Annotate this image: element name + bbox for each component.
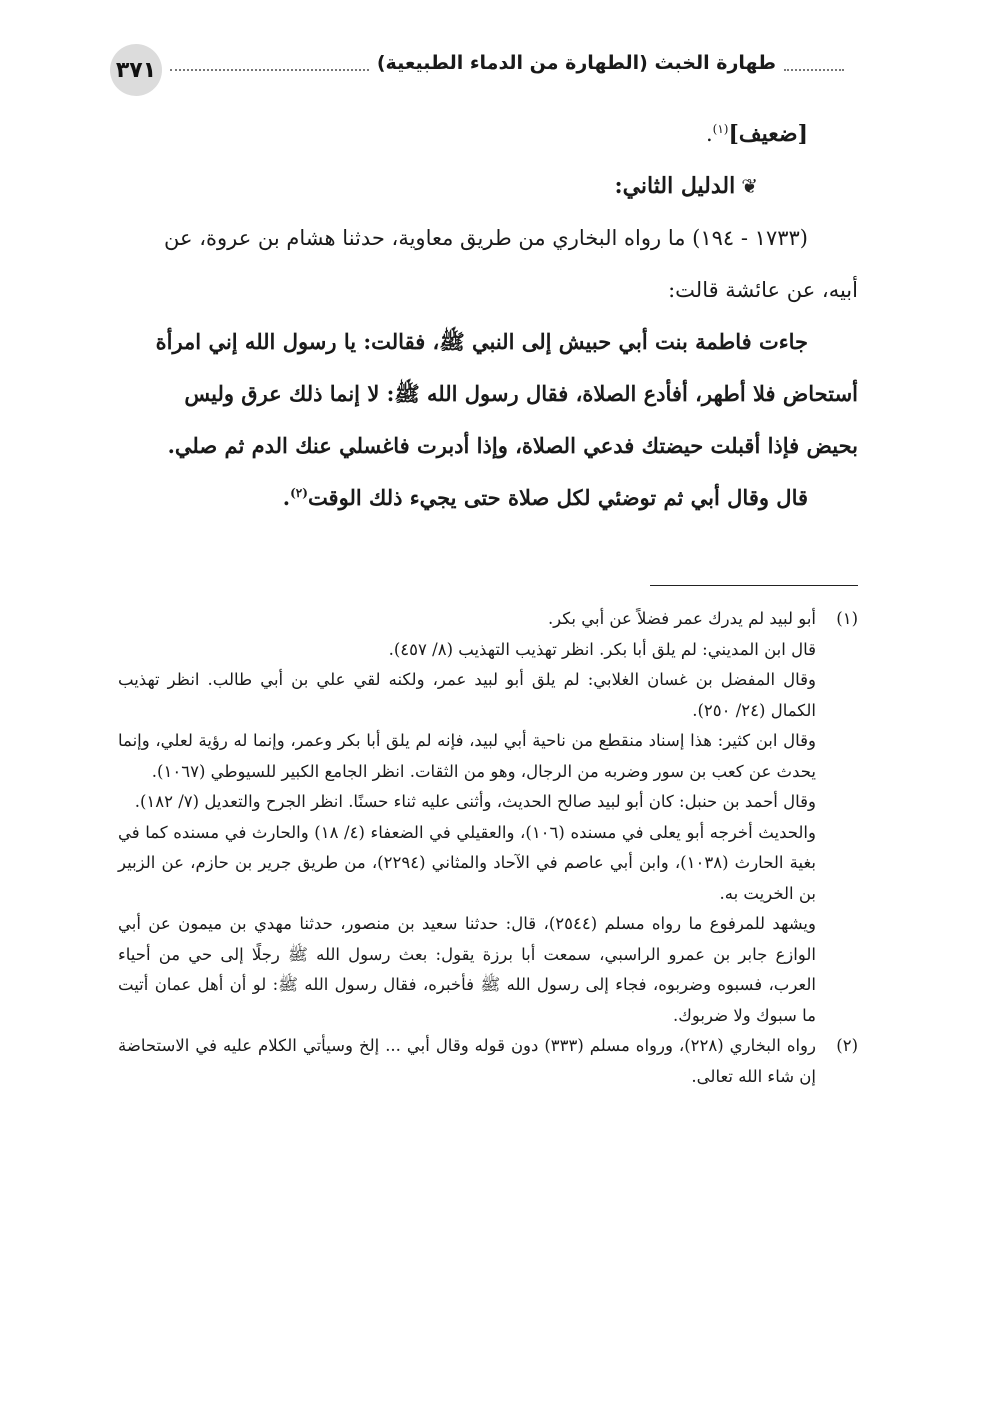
footnote-paragraph: والحديث أخرجه أبو يعلى في مسنده (١٠٦)، والعقيلي في الضعفاء (٤/ ١٨) والحارث في مسنده كما في بغية الحارث (١٠٣٨)، وابن أبي عاصم في الآحاد والمثاني (٢٢٩٤)، من طريق جرير بن حازم، عن الزبير بن الخريت به.	[118, 822, 816, 903]
footnote-paragraph: قال ابن المديني: لم يلق أبا بكر. انظر تهذيب التهذيب (٨/ ٤٥٧).	[388, 639, 816, 659]
footnote-2	[118, 1031, 858, 1092]
footnote-body	[118, 1031, 816, 1092]
footnote-paragraph: وقال ابن كثير: هذا إسناد منقطع من ناحية أبي لبيد، فإنه لم يلق أبا بكر وعمر، وإنما له رؤية لعلي، وإنما يحدث عن كعب بن سور وضربه من الرجال، وهو من الثقات. انظر الجامع الكبير للسيوطي (١٠٦٧).	[118, 731, 816, 781]
proof-heading-line	[118, 160, 858, 212]
footnote-paragraph: ويشهد للمرفوع ما رواه مسلم (٢٥٤٤)، قال: حدثنا سعيد بن منصور، حدثنا مهدي بن ميمون عن أبي الوازع جابر بن عمرو الراسبي، سمعت أبا برزة يقول: بعث رسول الله ﷺ رجلًا إلى حي من أحياء العرب، فسبوه وضربوه، فجاء إلى رسول الله ﷺ فأخبره، فقال رسول الله ﷺ: لو أن أهل عمان أتيت ما سبوك ولا ضربوك.	[118, 914, 816, 1025]
footnote-paragraph: وقال أحمد بن حنبل: كان أبو لبيد صالح الحديث، وأثنى عليه ثناء حسنًا. انظر الجرح والتعديل (٧/ ١٨٢).	[134, 792, 816, 811]
hadith-line-1: جاءت فاطمة بنت أبي حبيش إلى النبي ﷺ، فقالت: يا رسول الله إني امرأة	[155, 329, 808, 354]
grade-label: [ضعيف]	[728, 121, 808, 147]
main-text	[118, 108, 858, 524]
running-header	[170, 52, 844, 74]
footnote-paragraph: أبو لبيد لم يدرك عمر فضلاً عن أبي بكر.	[547, 609, 816, 628]
footnote-paragraph: وقال المفضل بن غسان الغلابي: لم يلق أبو لبيد عمر، ولكنه لقي علي بن أبي طالب. انظر تهذيب الكمال (٢٤/ ٢٥٠).	[118, 670, 816, 720]
closing-line	[118, 472, 858, 524]
footnote-ref-1[interactable]: (١)	[712, 122, 729, 136]
footnote-number: (١)	[836, 609, 858, 628]
running-title: طهارة الخبث (الطهارة من الدماء الطبيعية)	[376, 52, 776, 74]
page-number-badge: ٣٧١	[110, 44, 162, 96]
intro-line-2: أبيه، عن عائشة قالت:	[668, 278, 858, 302]
footnote-separator	[650, 585, 858, 586]
hadith-line-2: أستحاض فلا أطهر، أفأدع الصلاة، فقال رسول الله ﷺ: لا إنما ذلك عرق وليس	[184, 381, 858, 406]
closing-period: .	[282, 485, 291, 510]
header-leader-dots	[170, 55, 369, 71]
footnote-number: (٢)	[836, 1036, 858, 1055]
footnote-1	[118, 604, 858, 1031]
closing-text: قال وقال أبي ثم توضئي لكل صلاة حتى يجيء ذلك الوقت	[307, 485, 808, 510]
leaf-ornament-icon: ❦	[741, 174, 758, 198]
footnote-paragraph: رواه البخاري (٢٢٨)، ورواه مسلم (٣٣٣) دون قوله وقال أبي ... إلخ وسيأتي الكلام عليه في الاستحاضة إن شاء الله تعالى.	[118, 1036, 816, 1086]
footnote-body	[118, 604, 816, 1031]
grade-line	[118, 108, 858, 160]
footnotes	[118, 604, 858, 1092]
footnote-ref-2[interactable]: (٢)	[290, 486, 308, 500]
intro-line-1: (١٧٣٣ - ١٩٤) ما رواه البخاري من طريق معاوية، حدثنا هشام بن عروة، عن	[164, 226, 808, 250]
proof-heading: الدليل الثاني:	[614, 173, 736, 199]
hadith-line-3: بحيض فإذا أقبلت حيضتك فدعي الصلاة، وإذا أدبرت فاغسلي عنك الدم ثم صلي.	[167, 433, 858, 458]
header-leader-dots	[784, 55, 844, 71]
grade-period: .	[705, 122, 713, 146]
